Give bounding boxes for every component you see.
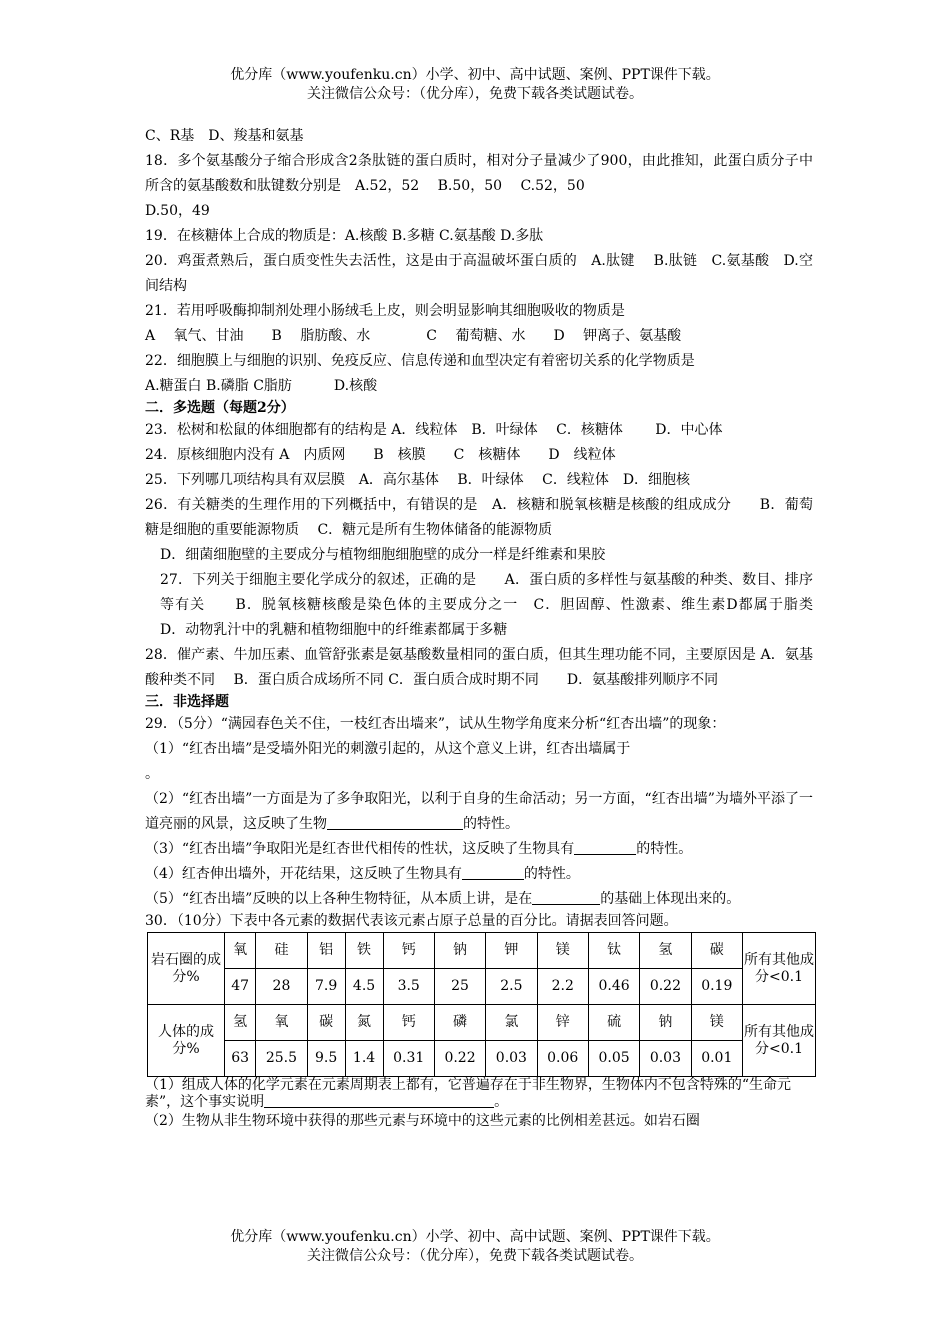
rock-element: 钠 — [434, 933, 485, 969]
body-value: 1.4 — [345, 1041, 383, 1077]
question-18 — [145, 149, 813, 224]
header-line-1: 优分库（www.youfenku.cn）小学、初中、高中试题、案例、PPT课件下载。 — [230, 67, 720, 83]
body-value: 0.05 — [588, 1041, 639, 1077]
body-value: 0.22 — [434, 1041, 485, 1077]
q30-part-1-end: 。 — [494, 1094, 509, 1110]
q21-options: A 氧气、甘油 B 脂肪酸、水 C 葡萄糖、水 D 钾离子、氨基酸 — [145, 328, 682, 344]
rock-element: 氢 — [640, 933, 691, 969]
body-elements-row — [148, 1005, 816, 1041]
body-element: 镁 — [691, 1005, 742, 1041]
body-element: 硫 — [588, 1005, 639, 1041]
rock-values-row — [148, 969, 816, 1005]
q29-part-1 — [145, 737, 813, 787]
q30-part-1-blank[interactable] — [264, 1093, 494, 1108]
q29-part-3 — [145, 837, 813, 862]
q18-tail: D.50，49 — [145, 203, 210, 219]
question-28: 28．催产素、牛加压素、血管舒张素是氨基酸数量相同的蛋白质，但其生理功能不同，主要原因是 A．氨基酸种类不同 B．蛋白质合成场所不同 C．蛋白质合成时期不同 D．氨基酸排列顺序不同 — [145, 647, 813, 688]
rock-element: 铝 — [307, 933, 345, 969]
question-25: 25．下列哪几项结构具有双层膜 A．高尔基体 B．叶绿体 C．线粒体 D．细胞核 — [145, 472, 691, 488]
q29-part-1-text: （1）“红杏出墙”是受墙外阳光的刺激引起的，从这个意义上讲，红杏出墙属于 — [145, 741, 631, 757]
footer-line-1: 优分库（www.youfenku.cn）小学、初中、高中试题、案例、PPT课件下载。 — [230, 1229, 720, 1245]
rock-value: 25 — [434, 969, 485, 1005]
q26-tail: D．细菌细胞壁的主要成分与植物细胞细胞壁的成分一样是纤维素和果胶 — [160, 547, 606, 563]
body-label: 人体的成分% — [148, 1005, 225, 1077]
element-table — [147, 932, 816, 1077]
rock-element: 铁 — [345, 933, 383, 969]
page-footer — [0, 1228, 950, 1266]
rock-value: 2.5 — [486, 969, 537, 1005]
q18-text: 18．多个氨基酸分子缩合形成含2条肽链的蛋白质时，相对分子量减少了900，由此推知，此蛋白质分子中所含的氨基酸数和肽键数分别是 A.52，52 B.50，50 C.52，50 — [145, 153, 813, 194]
q29-part-4 — [145, 862, 813, 887]
rock-value: 47 — [225, 969, 256, 1005]
q29-part-4-blank[interactable] — [462, 865, 524, 880]
rock-other: 所有其他成分<0.1 — [743, 933, 816, 1005]
q29-intro: 29．（5分）“满园春色关不住，一枝红杏出墙来”，试从生物学角度来分析“红杏出墙”的现象： — [145, 716, 726, 732]
body-value: 0.31 — [383, 1041, 434, 1077]
section-non-choice-title: 三．非选择题 — [145, 694, 229, 710]
rock-element: 氧 — [225, 933, 256, 969]
question-23: 23．松树和松鼠的体细胞都有的结构是 A．线粒体 B．叶绿体 C．核糖体 D．中心体 — [145, 422, 723, 438]
question-26 — [145, 493, 813, 568]
q29-part-2-after: 的特性。 — [463, 816, 519, 832]
q29-part-5 — [145, 887, 813, 912]
exam-content — [145, 124, 841, 1129]
body-element: 钠 — [640, 1005, 691, 1041]
question-27: 27．下列关于细胞主要化学成分的叙述，正确的是 A．蛋白质的多样性与氨基酸的种类、数目、排序等有关 B．脱氧核糖核酸是染色体的主要成分之一 C．胆固醇、性激素、维生素D都属于脂类 D．动物乳汁中的乳糖和植物细胞中的纤维素都属于多糖 — [160, 572, 841, 638]
rock-label: 岩石圈的成分% — [148, 933, 225, 1005]
rock-element: 硅 — [256, 933, 307, 969]
q29-part-4-text: （4）红杏伸出墙外，开花结果，这反映了生物具有 — [145, 866, 462, 882]
question-20: 20．鸡蛋煮熟后，蛋白质变性失去活性，这是由于高温破坏蛋白质的 A.肽键 B.肽链 C.氨基酸 D.空间结构 — [145, 253, 813, 294]
question-22 — [145, 349, 813, 399]
body-value: 0.03 — [640, 1041, 691, 1077]
footer-line-2: 关注微信公众号：（优分库），免费下载各类试题试卷。 — [307, 1248, 643, 1264]
question-29 — [145, 712, 813, 912]
rock-value: 2.2 — [537, 969, 588, 1005]
body-value: 25.5 — [256, 1041, 307, 1077]
q29-part-4-after: 的特性。 — [523, 866, 580, 882]
rock-value: 0.22 — [640, 969, 691, 1005]
header-line-2: 关注微信公众号：（优分库），免费下载各类试题试卷。 — [307, 86, 643, 102]
body-value: 0.03 — [486, 1041, 537, 1077]
q17-tail: C、R基 D、羧基和氨基 — [145, 128, 304, 144]
rock-element: 钙 — [383, 933, 434, 969]
body-element: 氧 — [256, 1005, 307, 1041]
rock-value: 0.19 — [691, 969, 742, 1005]
question-19: 19．在核糖体上合成的物质是：A.核酸 B.多糖 C.氨基酸 D.多肽 — [145, 228, 544, 244]
question-30 — [145, 912, 813, 1129]
rock-element: 镁 — [537, 933, 588, 969]
body-other: 所有其他成分<0.1 — [743, 1005, 816, 1077]
question-24: 24．原核细胞内没有 A 内质网 B 核膜 C 核糖体 D 线粒体 — [145, 447, 616, 463]
body-element: 氮 — [345, 1005, 383, 1041]
rock-element: 钾 — [486, 933, 537, 969]
q21-stem: 21．若用呼吸酶抑制剂处理小肠绒毛上皮，则会明显影响其细胞吸收的物质是 — [145, 303, 625, 319]
q29-part-1-end: 。 — [145, 766, 159, 782]
q30-part-1 — [145, 1077, 813, 1110]
body-value: 9.5 — [307, 1041, 345, 1077]
rock-value: 28 — [256, 969, 307, 1005]
q30-intro: 30．（10分）下表中各元素的数据代表该元素占原子总量的百分比。请据表回答问题。 — [145, 913, 678, 929]
body-element: 锌 — [537, 1005, 588, 1041]
rock-value: 3.5 — [383, 969, 434, 1005]
body-values-row — [148, 1041, 816, 1077]
rock-value: 4.5 — [345, 969, 383, 1005]
q29-part-2-text: （2）“红杏出墙”一方面是为了多争取阳光，以利于自身的生命活动；另一方面，“红杏出墙”为墙外平添了一道亮丽的风景，这反映了生物 — [145, 791, 813, 832]
q26-text: 26．有关糖类的生理作用的下列概括中，有错误的是 A．核糖和脱氧核糖是核酸的组成成分 B．葡萄糖是细胞的重要能源物质 C．糖元是所有生物体储备的能源物质 — [145, 497, 813, 538]
q30-part-1-text: （1）组成人体的化学元素在元素周期表上都有，它普遍存在于非生物界，生物体内不包含特殊的“生命元素”，这个事实说明 — [145, 1077, 792, 1110]
q29-part-5-blank[interactable] — [532, 890, 600, 905]
page-header — [0, 66, 950, 104]
q22-options: A.糖蛋白 B.磷脂 C脂肪 D.核酸 — [145, 378, 378, 394]
body-element: 钙 — [383, 1005, 434, 1041]
q29-part-3-blank[interactable] — [574, 840, 636, 855]
q29-part-5-after: 的基础上体现出来的。 — [600, 891, 741, 907]
rock-element: 碳 — [691, 933, 742, 969]
q30-part-2: （2）生物从非生物环境中获得的那些元素与环境中的这些元素的比例相差甚远。如岩石圈 — [145, 1113, 700, 1129]
q29-part-5-text: （5）“红杏出墙”反映的以上各种生物特征，从本质上讲，是在 — [145, 891, 533, 907]
q29-part-3-after: 的特性。 — [636, 841, 693, 857]
rock-elements-row — [148, 933, 816, 969]
rock-value: 0.46 — [588, 969, 639, 1005]
q22-stem: 22．细胞膜上与细胞的识别、免疫反应、信息传递和血型决定有着密切关系的化学物质是 — [145, 353, 695, 369]
rock-value: 7.9 — [307, 969, 345, 1005]
section-multiple-choice-title: 二．多选题（每题2分） — [145, 400, 295, 416]
body-value: 0.01 — [691, 1041, 742, 1077]
rock-element: 钛 — [588, 933, 639, 969]
q29-part-3-text: （3）“红杏出墙”争取阳光是红杏世代相传的性状，这反映了生物具有 — [145, 841, 575, 857]
body-value: 63 — [225, 1041, 256, 1077]
body-value: 0.06 — [537, 1041, 588, 1077]
question-21 — [145, 299, 813, 349]
body-element: 碳 — [307, 1005, 345, 1041]
body-element: 磷 — [434, 1005, 485, 1041]
body-element: 氢 — [225, 1005, 256, 1041]
body-element: 氯 — [486, 1005, 537, 1041]
q29-part-2 — [145, 787, 813, 837]
q29-part-2-blank[interactable] — [327, 815, 463, 830]
